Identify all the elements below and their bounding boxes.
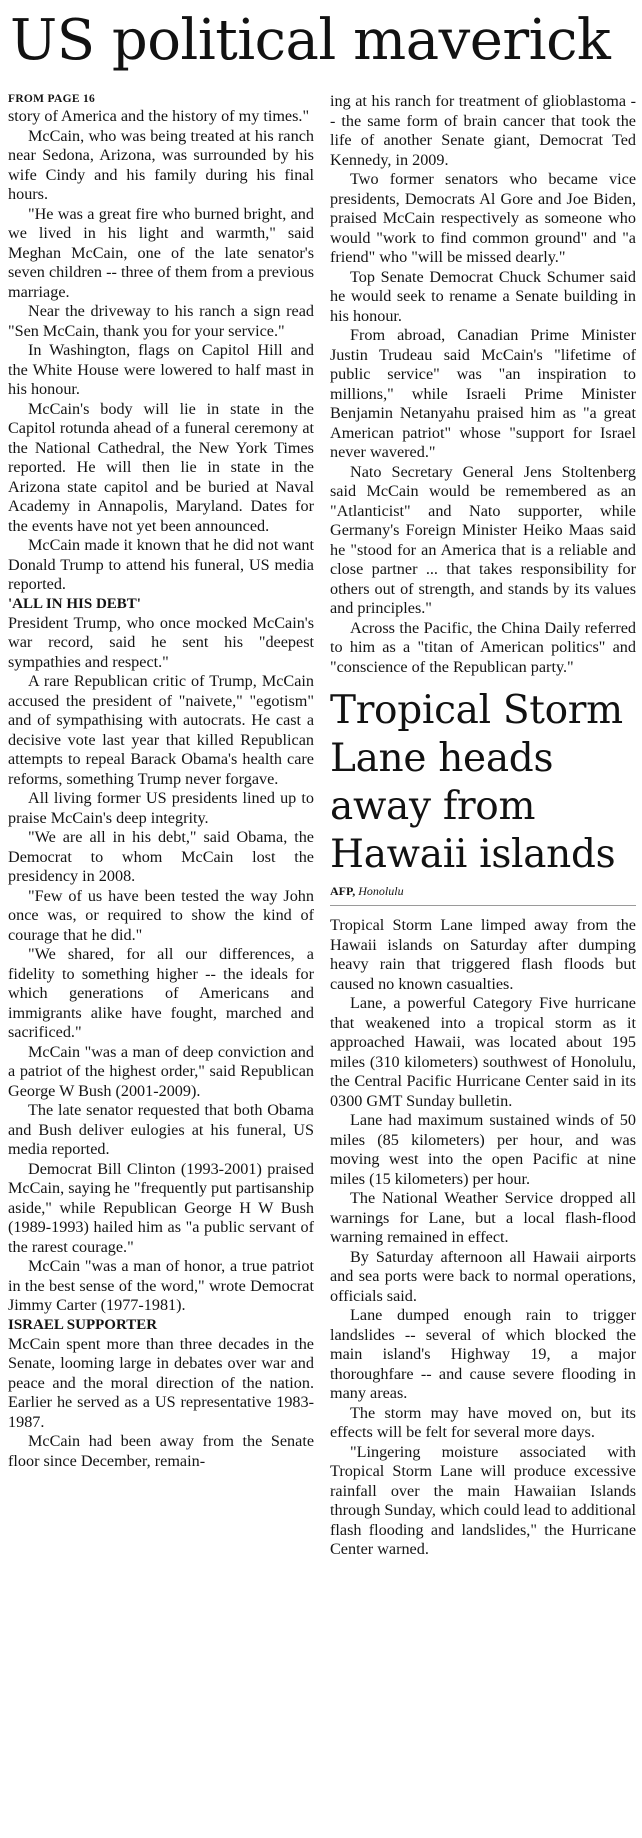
paragraph: McCain's body will lie in state in the Capitol rotunda ahead of a funeral ceremony at the National Cathedral, the New York Times reported. He will then lie in state in the Arizona state capitol and be buried at Naval Academy in Annapolis, Maryland. Dates for the events have not yet been announced. xyxy=(8,399,314,535)
paragraph: Two former senators who became vice presidents, Democrats Al Gore and Joe Biden, praised McCain respectively as someone who would "work to find common ground" and "a friend" who "will be missed dearly." xyxy=(330,170,636,266)
paragraph: By Saturday afternoon all Hawaii airports and sea ports were back to normal operations, officials said. xyxy=(330,1247,636,1305)
paragraph: Tropical Storm Lane limped away from the Hawaii islands on Saturday after dumping heavy rain that triggered flash floods but caused no known casualties. xyxy=(330,916,636,993)
continued-from-kicker: FROM PAGE 16 xyxy=(8,93,96,105)
paragraph: "Lingering moisture associated with Tropical Storm Lane will produce excessive rainfall over the main Hawaiian Islands through Sunday, which could lead to additional flash flooding and landslides," the Hurricane Center warned. xyxy=(330,1442,637,1558)
paragraph: Lane dumped enough rain to trigger landslides -- several of which blocked the main island's Highway 19, a major thoroughfare -- and cause severe flooding in many areas. xyxy=(330,1306,636,1402)
paragraph: A rare Republican critic of Trump, McCain accused the president of "naivete," "egotism" and of sympathising with autocrats. He cast a decisive vote last year that killed Republican attempts to repeal Barack Obama's health care reforms, something Trump never forgave. xyxy=(8,672,314,788)
paragraph: Democrat Bill Clinton (1993-2001) praised McCain, saying he "frequently put partisanship aside," while Republican George H W Bush (1989-1993) hailed him as "a public servant of the rarest courage." xyxy=(8,1159,315,1256)
paragraph: Lane, a powerful Category Five hurricane that weakened into a tropical storm as it approached Hawaii, was located about 195 miles (310 kilometers) southwest of Honolulu, the Central Pacific Hurricane Center said in its 0300 GMT Sunday bulletin. xyxy=(330,994,636,1110)
paragraph: McCain "was a man of deep conviction and a patriot of the highest order," said Republican George W Bush (2001-2009). xyxy=(8,1042,314,1100)
byline-dateline: Honolulu xyxy=(358,884,404,898)
storm-story-headline: Tropical Storm Lane heads away from Hawaii islands xyxy=(330,688,623,877)
paragraph: Lane had maximum sustained winds of 50 miles (85 kilometers) per hour, and was moving west into the open Pacific at nine miles (15 kilometers) per hour. xyxy=(330,1111,636,1188)
paragraph: The late senator requested that both Obama and Bush deliver eulogies at his funeral, US media reported. xyxy=(8,1101,314,1158)
left-column xyxy=(8,92,314,1471)
paragraph: "We are all in his debt," said Obama, the Democrat to whom McCain lost the presidency in 2008. xyxy=(8,828,314,885)
right-column xyxy=(330,92,636,1560)
paragraph: In Washington, flags on Capitol Hill and the White House were lowered to half mast in his honour. xyxy=(8,341,314,398)
byline-agency: AFP, xyxy=(330,884,356,898)
paragraph: McCain made it known that he did not want Donald Trump to attend his funeral, US media reported. xyxy=(8,536,314,593)
paragraph: "He was a great fire who burned bright, and we lived in his light and warmth," said Meghan McCain, one of the late senator's seven children -- three of them from a previous marriage. xyxy=(8,204,314,301)
paragraph: ing at his ranch for treatment of glioblastoma -- the same form of brain cancer that took the life of another Senate giant, Democrat Ted Kennedy, in 2009. xyxy=(330,92,636,169)
byline-divider xyxy=(330,905,636,906)
byline xyxy=(330,883,636,899)
paragraph: Near the driveway to his ranch a sign read "Sen McCain, thank you for your service." xyxy=(8,302,314,340)
paragraph: The storm may have moved on, but its effects will be felt for several more days. xyxy=(330,1403,636,1441)
paragraph: McCain, who was being treated at his ranch near Sedona, Arizona, was surrounded by his wife Cindy and his family during his final hours. xyxy=(8,126,314,203)
paragraph: Across the Pacific, the China Daily referred to him as a "titan of American politics" and "conscience of the Republican party." xyxy=(330,618,636,676)
paragraph: The National Weather Service dropped all warnings for Lane, but a local flash-flood warning remained in effect. xyxy=(330,1189,636,1246)
paragraph: "Few of us have been tested the way John once was, or required to show the kind of courage that he did." xyxy=(8,886,314,944)
paragraph: story of America and the history of my times." xyxy=(8,107,310,125)
paragraph: From abroad, Canadian Prime Minister Justin Trudeau said McCain's "lifetime of public service" was "an inspiration to millions," while Israeli Prime Minister Benjamin Netanyahu praised him as "a great American patriot" whose "support for Israel never wavered." xyxy=(330,326,636,461)
subhead-all-in-his-debt: 'ALL IN HIS DEBT' xyxy=(8,595,141,612)
paragraph: "We shared, for all our differences, a fidelity to something higher -- the ideals for which generations of Americans and immigrants alike have fought, marched and sacrificed." xyxy=(8,945,314,1041)
paragraph: Nato Secretary General Jens Stoltenberg said McCain would be remembered as an "Atlanticist" and Nato supporter, while Germany's Foreign Minister Heiko Maas said he "stood for an America that is a reliable and close partner ... that takes responsibility for others out of strength, and stands by its values and principles." xyxy=(330,462,636,617)
paragraph: Top Senate Democrat Chuck Schumer said he would seek to rename a Senate building in his honour. xyxy=(330,267,636,325)
paragraph: McCain "was a man of honor, a true patriot in the best sense of the word," wrote Democrat Jimmy Carter (1977-1981). xyxy=(8,1257,314,1314)
paragraph: McCain spent more than three decades in the Senate, looming large in debates over war and peace and the moral direction of the nation. Earlier he served as a US representative 1983-1987. xyxy=(8,1334,314,1431)
paragraph: All living former US presidents lined up to praise McCain's deep integrity. xyxy=(8,789,314,827)
paragraph: President Trump, who once mocked McCain's war record, said he sent his "deepest sympathies and respect." xyxy=(8,613,314,671)
subhead-israel-supporter: ISRAEL SUPPORTER xyxy=(8,1316,158,1333)
main-headline: US political maverick xyxy=(10,8,611,73)
paragraph: McCain had been away from the Senate floor since December, remain- xyxy=(8,1432,314,1470)
